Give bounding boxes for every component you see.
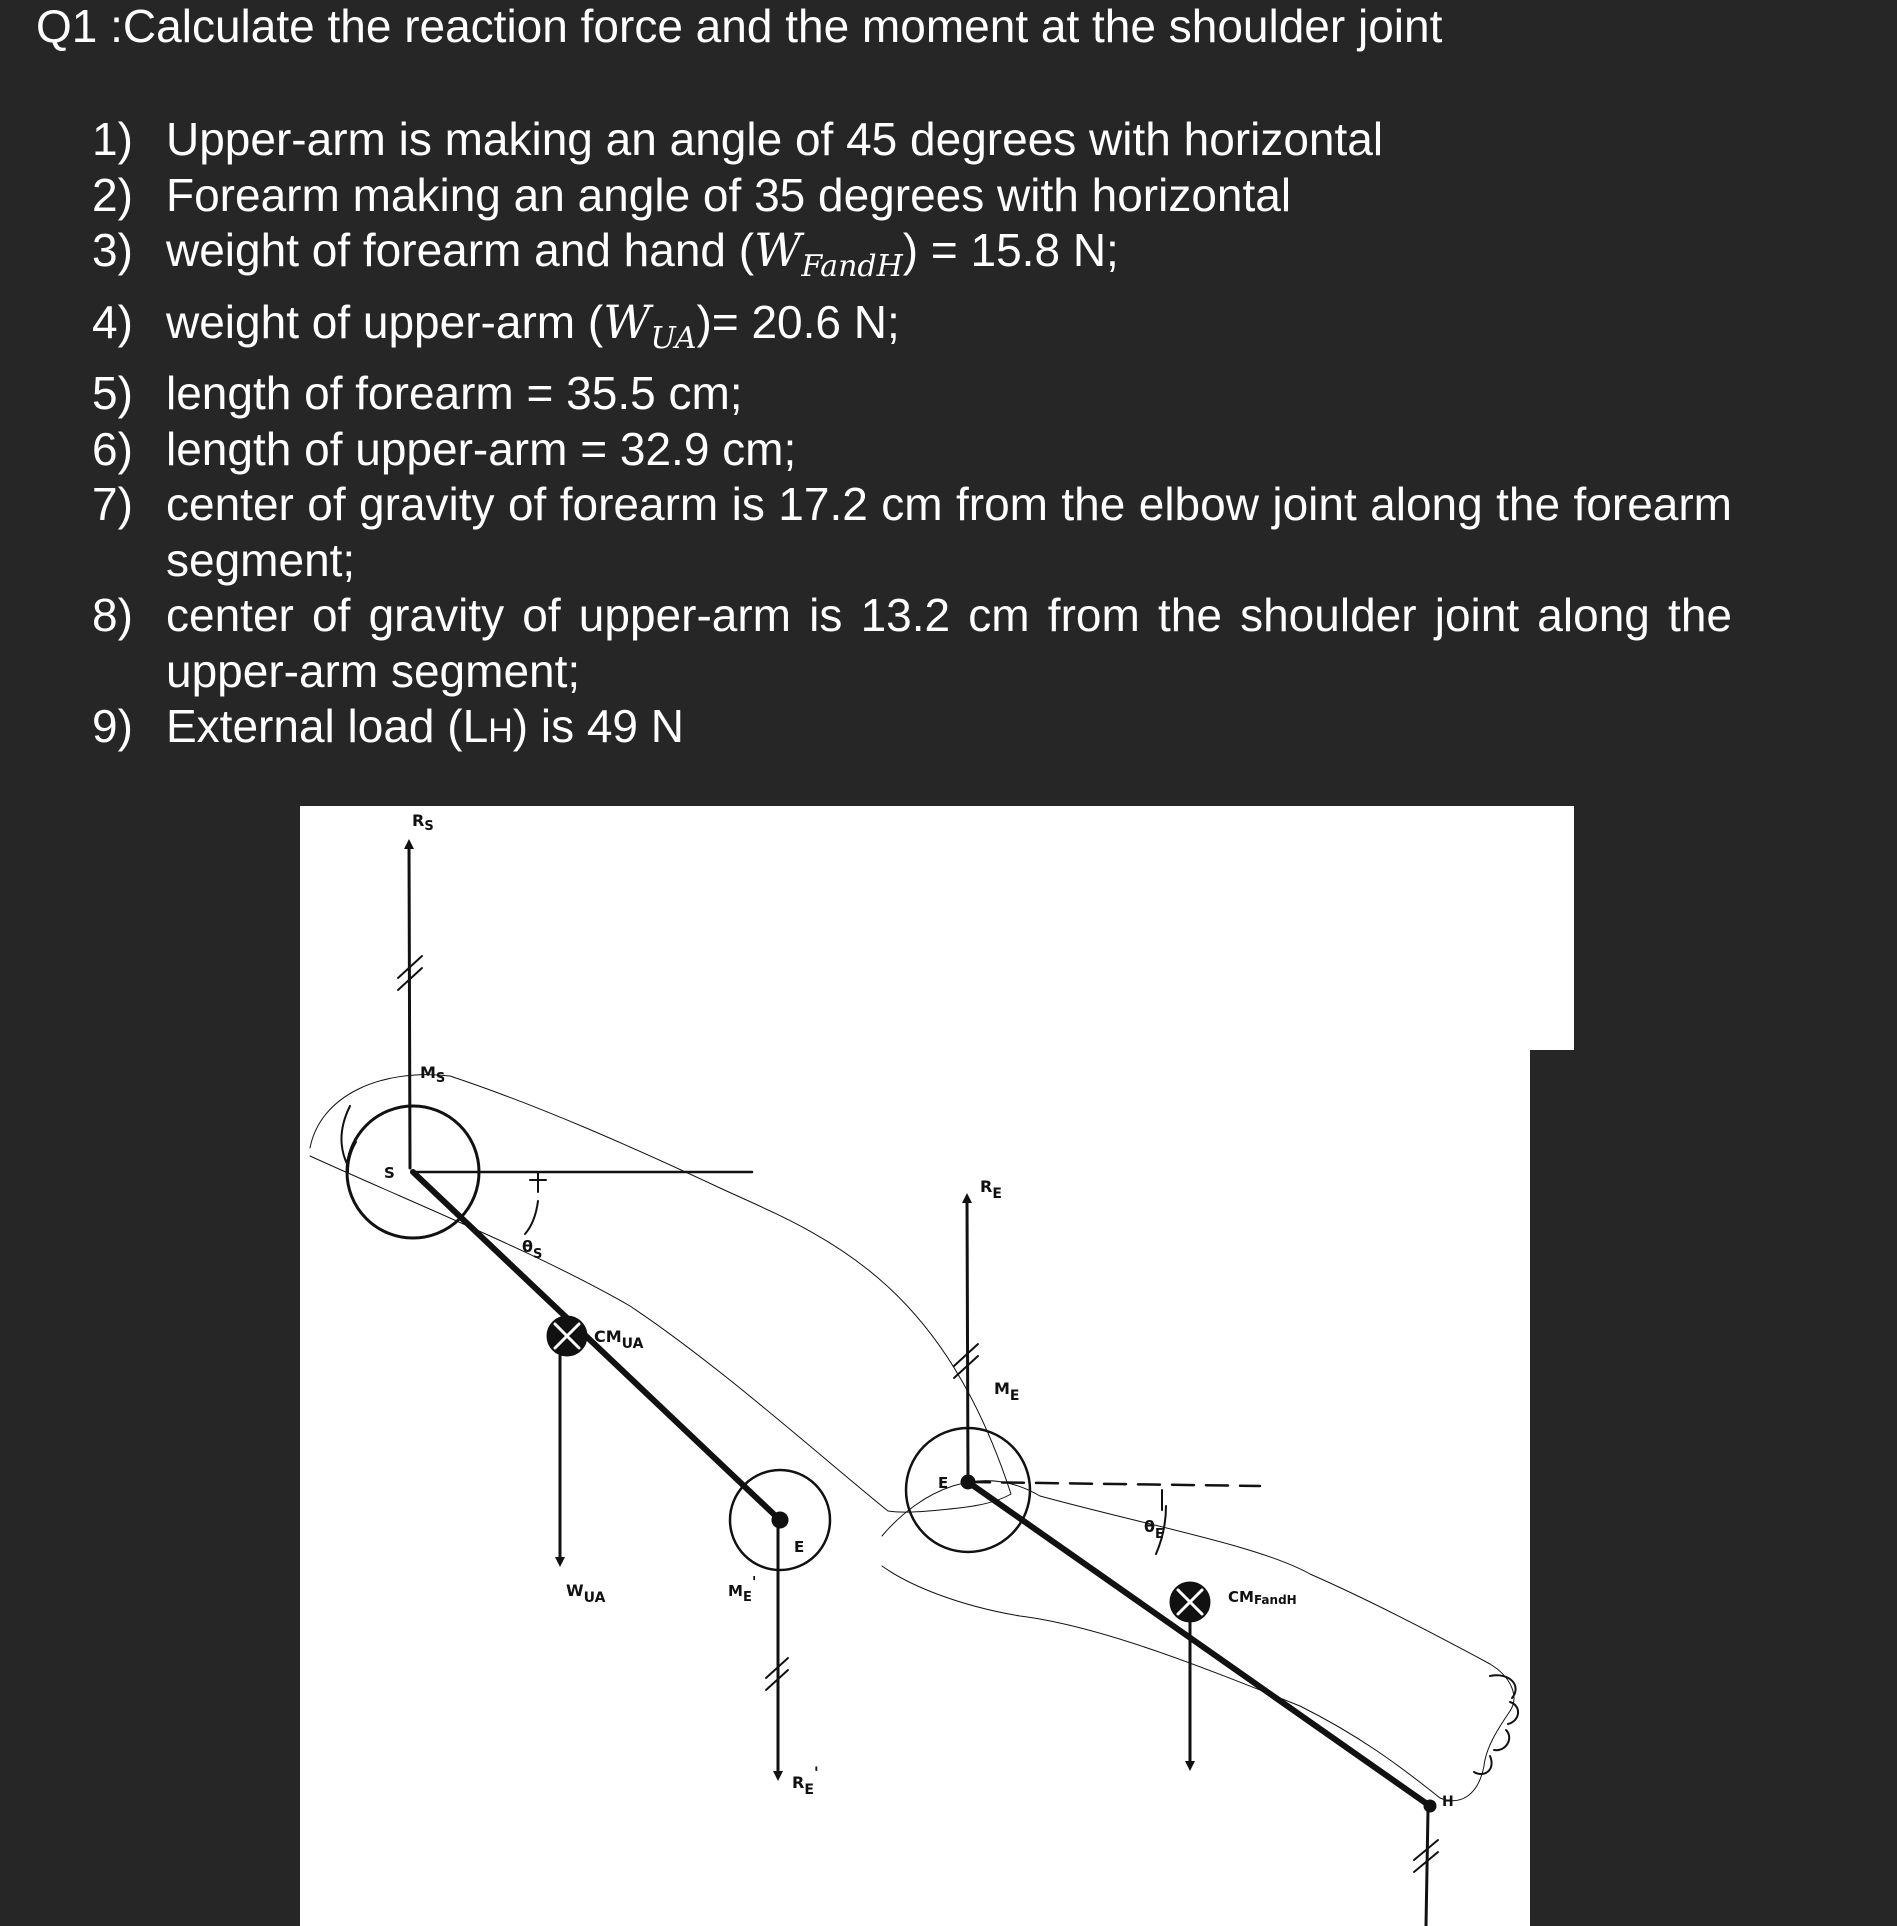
re-arrow	[967, 1198, 968, 1482]
diagram-background	[300, 806, 1574, 1926]
list-item: 6) length of upper-arm = 32.9 cm;	[92, 422, 797, 475]
rs-arrow	[409, 844, 410, 1168]
label-rs: $R_S$	[412, 811, 434, 834]
list-item: 9) External load (LH) is 49 N	[92, 700, 685, 752]
label-theta-s: $\theta_S$	[522, 1237, 543, 1262]
label-re-prime: RE'	[792, 1763, 819, 1798]
label-cm-fh: CMFandH	[1228, 1588, 1297, 1607]
label-cm-ua: CMUA	[594, 1327, 644, 1352]
label-w-ua: WUA	[566, 1581, 606, 1606]
label-me-prime: ME'	[728, 1573, 757, 1605]
question-title: Q1 :Calculate the reaction force and the moment at the shoulder joint	[36, 0, 1443, 52]
math-symbol: W	[603, 294, 651, 349]
math-subscript: FandH	[801, 249, 903, 284]
given-data-list	[92, 112, 1732, 760]
label-shoulder-s: S	[384, 1164, 395, 1182]
free-body-diagram	[300, 806, 1574, 1926]
math-subscript: UA	[650, 320, 697, 356]
list-item: 7) center of gravity of forearm is 17.2 cm from the elbow joint along the forearm segment;	[92, 478, 1732, 586]
label-elbow-e-left: E	[794, 1538, 805, 1556]
list-item: 3) weight of forearm and hand $(W_{FandH}) = 15.8$ N;	[92, 223, 1119, 284]
list-item: 8) center of gravity of upper-arm is 13.2 cm from the shoulder joint along the upper-arm segment;	[92, 589, 1732, 697]
label-elbow-e-right: E	[938, 1474, 949, 1492]
label-re: RE	[980, 1177, 1002, 1202]
list-item: 1) Upper-arm is making an angle of 45 degrees with horizontal	[92, 113, 1384, 165]
math-symbol: W	[754, 223, 802, 277]
label-ms: $M_S$	[420, 1063, 446, 1086]
list-item: 2) Forearm making an angle of 35 degrees with horizontal	[92, 168, 1292, 221]
list-item: 4) weight of upper-arm $(W_{UA})= 20.6$ N;	[92, 294, 900, 356]
list-item: 5) length of forearm = 35.5 cm;	[92, 367, 743, 419]
load-line	[1426, 1810, 1428, 1926]
label-hand-h: H	[1442, 1794, 1454, 1810]
label-theta-e: $\theta_E$	[1144, 1517, 1164, 1542]
label-me: ME	[994, 1379, 1020, 1404]
